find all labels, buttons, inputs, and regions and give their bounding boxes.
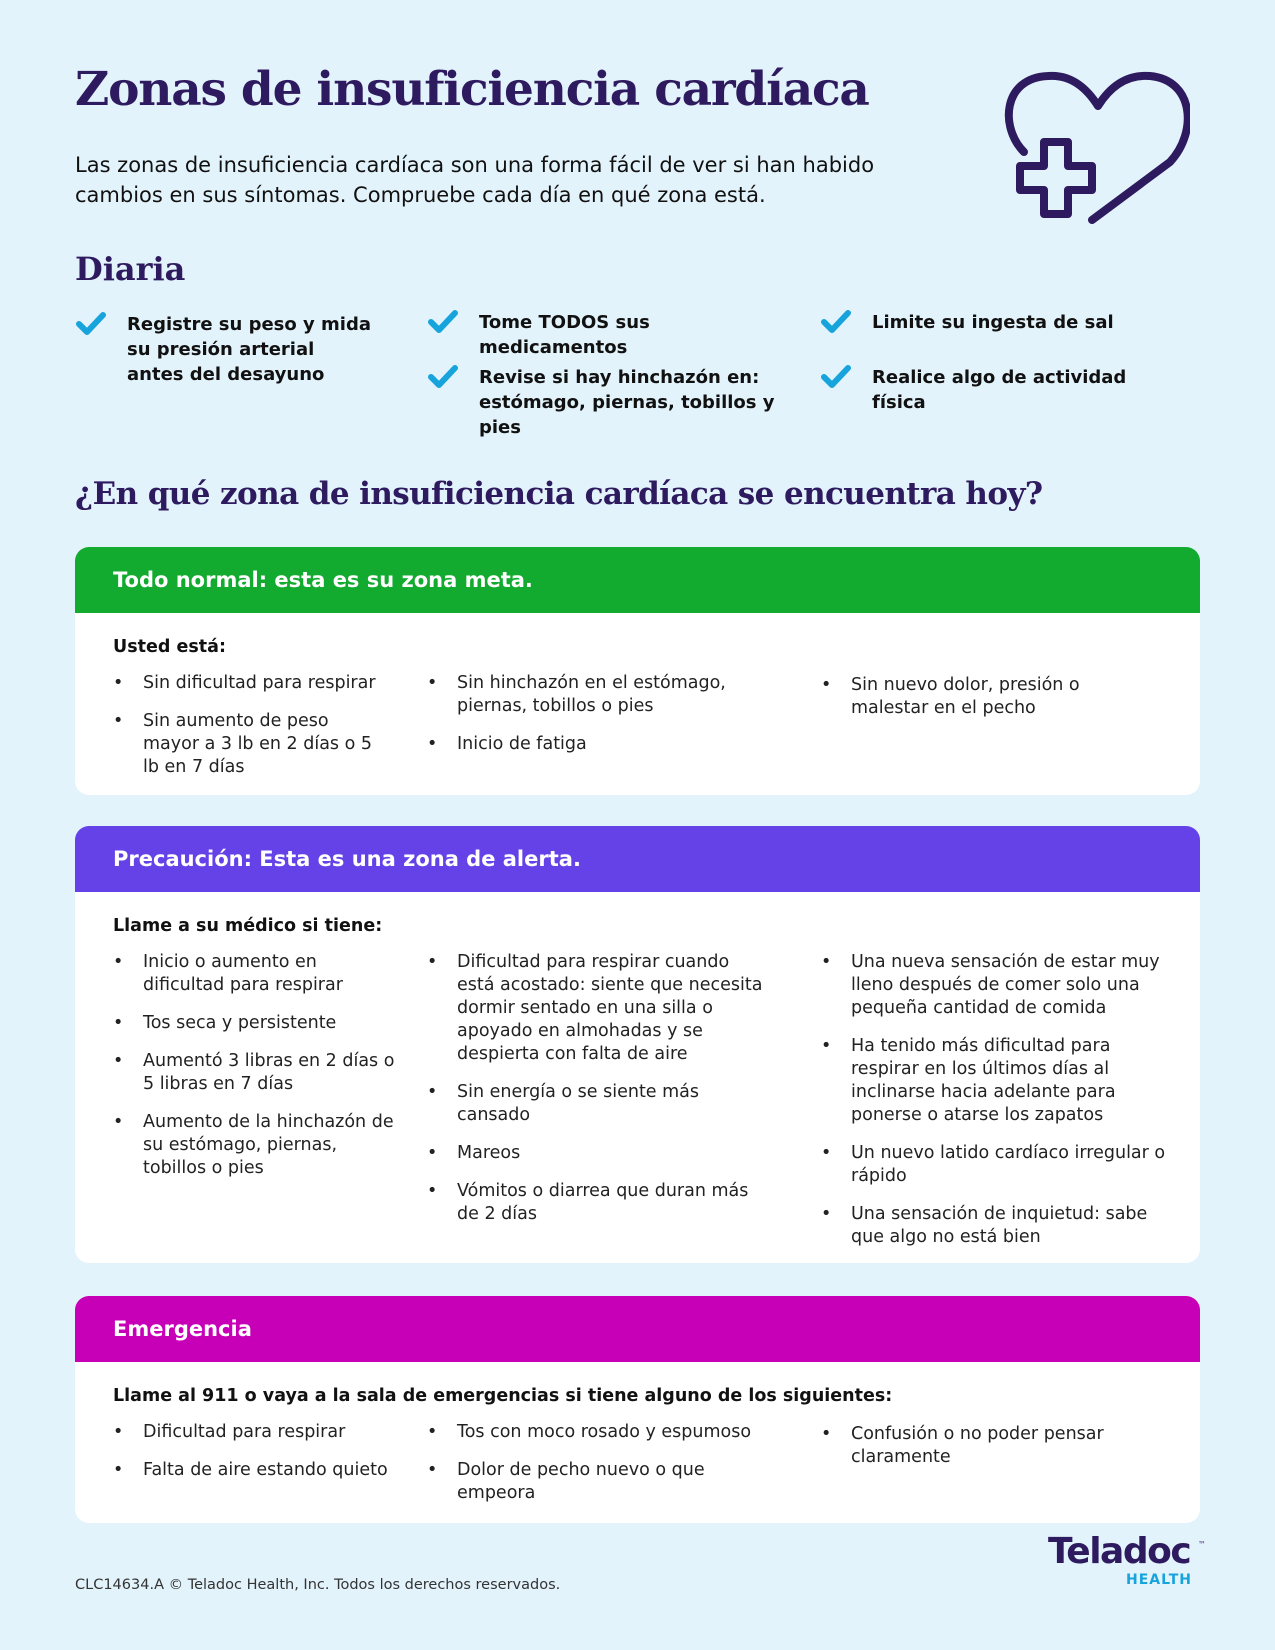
list-item: • Falta de aire estando quieto bbox=[113, 1459, 413, 1482]
teladoc-logo bbox=[1048, 1531, 1206, 1588]
zone-caution-column bbox=[427, 951, 772, 1241]
zone-emergency-card bbox=[75, 1296, 1200, 1523]
list-item: • Un nuevo latido cardíaco irregular o rápido bbox=[821, 1142, 1166, 1188]
daily-heading: Diaria bbox=[75, 250, 186, 288]
footer-copyright: CLC14634.A © Teladoc Health, Inc. Todos los derechos reservados. bbox=[75, 1577, 561, 1593]
list-item: • Inicio de fatiga bbox=[427, 733, 757, 756]
daily-item-text: Registre su peso y mida su presión arterial antes del desayuno bbox=[127, 314, 371, 385]
list-item: • Vómitos o diarrea que duran más de 2 días bbox=[427, 1180, 772, 1226]
zone-caution-header: Precaución: Esta es una zona de alerta. bbox=[75, 826, 1200, 892]
zone-normal-card bbox=[75, 547, 1200, 795]
brand-name: Teladoc bbox=[1048, 1531, 1191, 1572]
list-item: • Mareos bbox=[427, 1142, 772, 1165]
brand-trademark: ™ bbox=[1198, 1540, 1206, 1549]
list-item: • Ha tenido más dificultad para respirar en los últimos días al inclinarse hacia adelante para ponerse o atarse los zapatos bbox=[821, 1035, 1166, 1127]
intro-text: Las zonas de insuficiencia cardíaca son una forma fácil de ver si han habido cambios en sus síntomas. Compruebe cada día en qué zona está. bbox=[75, 153, 875, 207]
zone-caution-card bbox=[75, 826, 1200, 1263]
list-item: • Una sensación de inquietud: sabe que algo no está bien bbox=[821, 1203, 1166, 1249]
list-item: • Dificultad para respirar cuando está acostado: siente que necesita dormir sentado en una silla o apoyado en almohadas y se despierta con falta de aire bbox=[427, 951, 772, 1066]
zone-question: ¿En qué zona de insuficiencia cardíaca se encuentra hoy? bbox=[75, 476, 1043, 512]
zone-caution-lead: Llame a su médico si tiene: bbox=[113, 916, 383, 936]
heart-with-cross-icon bbox=[1000, 70, 1190, 230]
daily-item-text: Revise si hay hinchazón en: estómago, piernas, tobillos y pies bbox=[479, 367, 775, 438]
zone-normal-lead: Usted está: bbox=[113, 637, 226, 657]
checkmark-icon bbox=[427, 363, 459, 391]
checkmark-icon bbox=[820, 363, 852, 391]
zone-normal-header: Todo normal: esta es su zona meta. bbox=[75, 547, 1200, 613]
zone-emergency-lead: Llame al 911 o vaya a la sala de emergencias si tiene alguno de los siguientes: bbox=[113, 1386, 893, 1406]
list-item: • Una nueva sensación de estar muy lleno después de comer solo una pequeña cantidad de comida bbox=[821, 951, 1166, 1020]
list-item: • Aumentó 3 libras en 2 días o 5 libras en 7 días bbox=[113, 1050, 398, 1096]
list-item: • Sin energía o se siente más cansado bbox=[427, 1081, 772, 1127]
page-title: Zonas de insuficiencia cardíaca bbox=[75, 62, 869, 117]
list-item: • Aumento de la hinchazón de su estómago, piernas, tobillos o pies bbox=[113, 1111, 398, 1180]
zone-normal-column bbox=[113, 672, 383, 794]
zone-emergency-column bbox=[113, 1421, 413, 1497]
zone-emergency-column bbox=[427, 1421, 757, 1520]
list-item: • Confusión o no poder pensar claramente bbox=[821, 1423, 1121, 1469]
daily-item-text: Realice algo de actividad física bbox=[872, 367, 1127, 413]
list-item: • Sin aumento de peso mayor a 3 lb en 2 días o 5 lb en 7 días bbox=[113, 710, 383, 779]
list-item: • Tos con moco rosado y espumoso bbox=[427, 1421, 757, 1444]
list-item: • Dolor de pecho nuevo o que empeora bbox=[427, 1459, 757, 1505]
checkmark-icon bbox=[75, 310, 107, 338]
brand-subtitle: HEALTH bbox=[1126, 1572, 1192, 1588]
daily-item-text: Tome TODOS sus medicamentos bbox=[479, 312, 650, 358]
list-item: • Sin hinchazón en el estómago, piernas, tobillos o pies bbox=[427, 672, 757, 718]
zone-caution-column bbox=[113, 951, 398, 1195]
list-item: • Sin nuevo dolor, presión o malestar en el pecho bbox=[821, 674, 1161, 720]
zone-emergency-header: Emergencia bbox=[75, 1296, 1200, 1362]
zone-emergency-column bbox=[821, 1423, 1121, 1484]
list-item: • Tos seca y persistente bbox=[113, 1012, 398, 1035]
checkmark-icon bbox=[820, 308, 852, 336]
zone-normal-column bbox=[427, 672, 757, 771]
zone-normal-column bbox=[821, 674, 1161, 735]
list-item: • Dificultad para respirar bbox=[113, 1421, 413, 1444]
zone-caution-column bbox=[821, 951, 1166, 1263]
daily-item-text: Limite su ingesta de sal bbox=[872, 312, 1114, 333]
checkmark-icon bbox=[427, 308, 459, 336]
list-item: • Inicio o aumento en dificultad para respirar bbox=[113, 951, 398, 997]
list-item: • Sin dificultad para respirar bbox=[113, 672, 383, 695]
